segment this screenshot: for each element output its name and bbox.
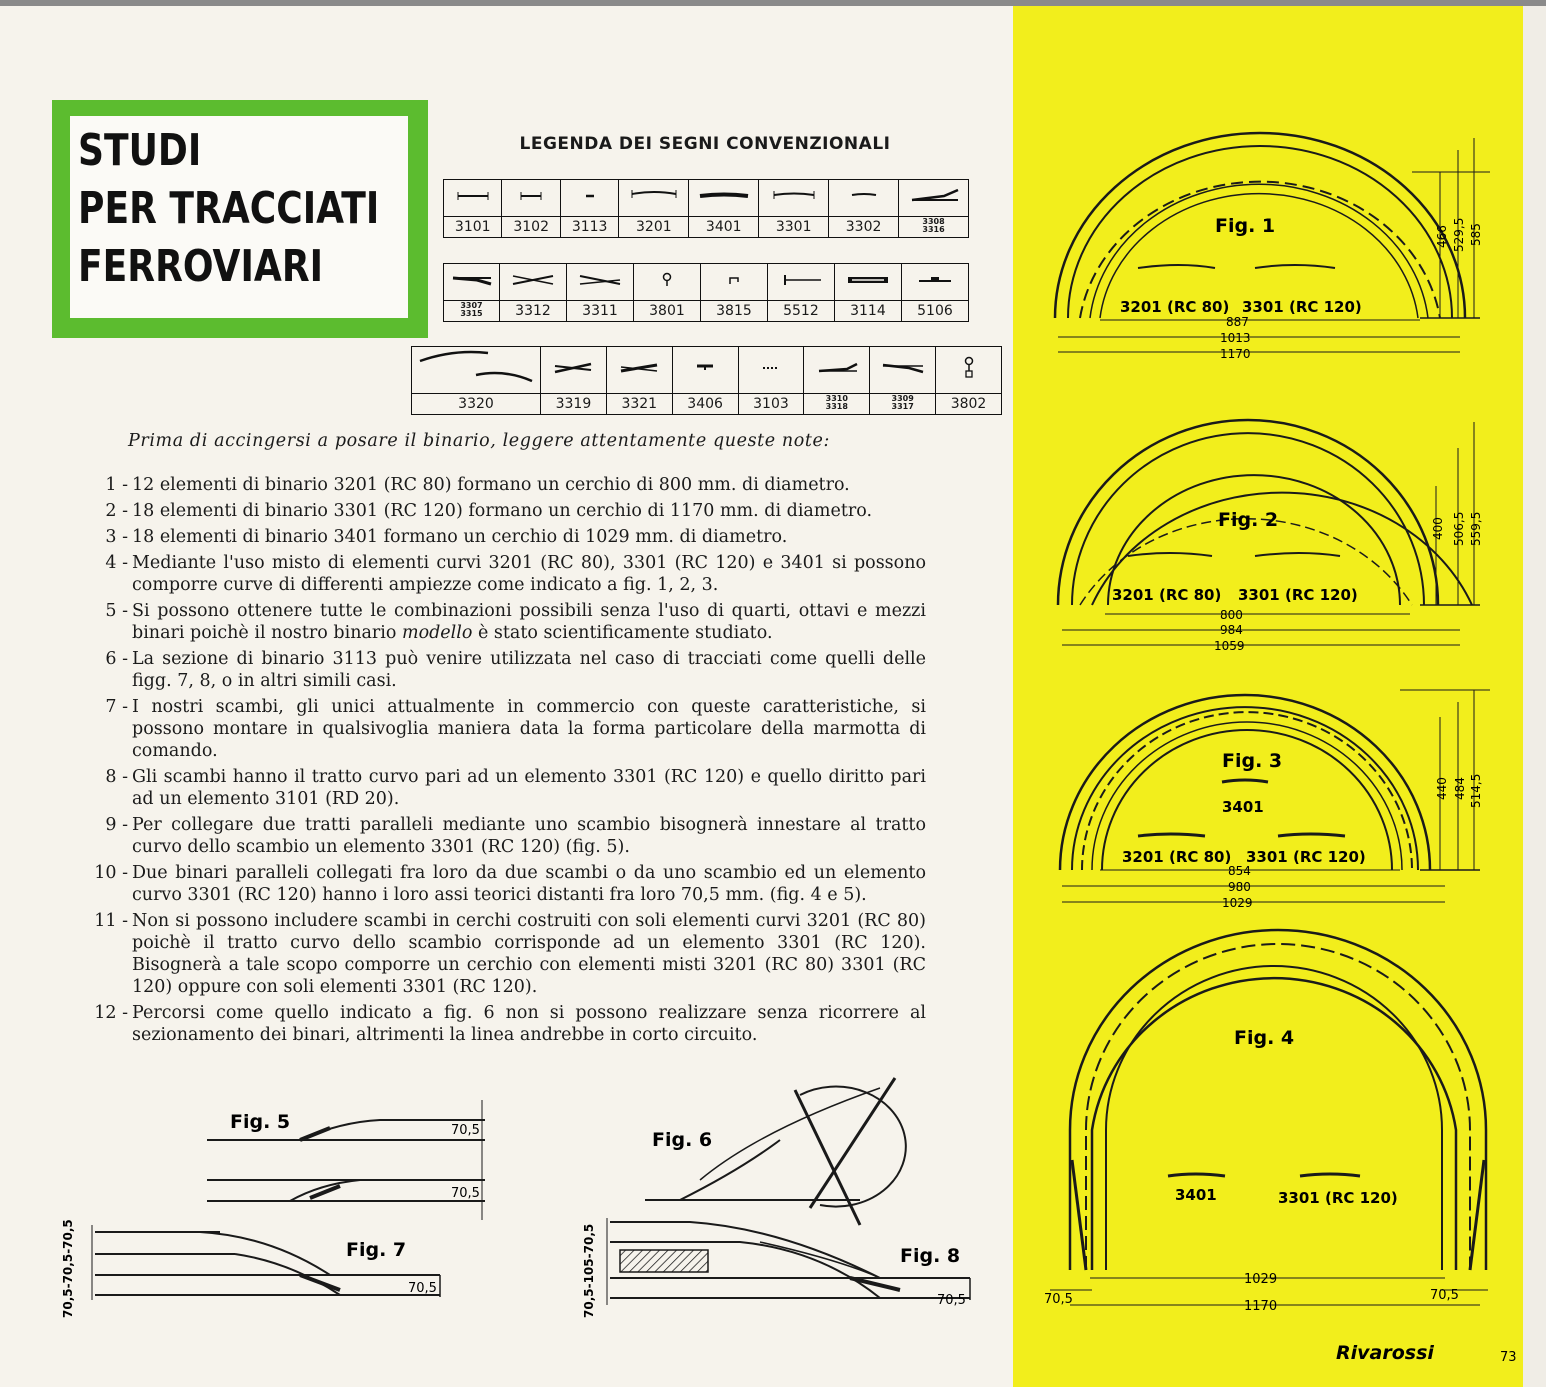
fig2-left-label: 3201 (RC 80) [1112,586,1222,604]
fig1-width-2: 1013 [1220,331,1251,345]
note-number: 6 - [105,649,128,669]
fig2-height-2: 506,5 [1452,511,1466,546]
code-3311: 3311 [566,301,633,322]
fig3-top-label: 3401 [1222,798,1264,816]
code-3101: 3101 [444,217,502,238]
fig7-label: Fig. 7 [346,1239,407,1261]
fig1-label: Fig. 1 [1215,215,1276,237]
note-text: Gli scambi hanno il tratto curvo pari ad un elemento 3301 (RC 120) e quello diritto pari ad un elemento 3101 (RD 20). [132,767,926,809]
code-3815: 3815 [700,301,767,322]
note-number: 12 - [94,1003,128,1023]
note-text: Due binari paralleli collegati fra loro da due scambi o da uno scambio ed un elemento curvo 3301 (RC 120) hanno i loro assi teorici distanti fra loro 70,5 mm. (fig. 4 e 5). [132,863,926,905]
intro-text: Prima di accingersi a posare il binario, leggere attentamente queste note: [128,431,830,451]
code-3301: 3301 [759,217,829,238]
fig1-width-3: 1170 [1220,347,1251,361]
note-text: Per collegare due tratti paralleli mediante uno scambio bisognerà innestare al tratto curvo dello scambio un elemento 3301 (RC 120) (fig. 5). [132,815,926,857]
fig4-width-1: 1029 [1244,1272,1278,1287]
fig2-height-1: 400 [1431,517,1445,540]
note-number: 4 - [105,553,128,573]
code-3401: 3401 [689,217,759,238]
fig8-side-dim: 70,5-105-70,5 [582,1223,596,1318]
note-emphasis: modello [401,623,473,643]
note-text: 18 elementi di binario 3401 formano un cerchio di 1029 mm. di diametro. [132,527,788,547]
code-3320: 3320 [412,394,541,415]
code-3201: 3201 [619,217,689,238]
fig1-height-2: 529,5 [1452,217,1466,252]
fig3-label: Fig. 3 [1222,750,1283,772]
code-3310: 3310 [825,394,848,403]
fig4-width-2: 1170 [1244,1299,1278,1314]
code-3317: 3317 [891,402,914,411]
fig2-right-label: 3301 (RC 120) [1238,586,1358,604]
note-text: 12 elementi di binario 3201 (RC 80) formano un cerchio di 800 mm. di diametro. [132,475,850,495]
fig3-drawing [1060,690,1490,902]
note-number: 3 - [105,527,128,547]
code-3801: 3801 [633,301,700,322]
code-3321: 3321 [606,394,672,415]
note-number: 2 - [105,501,128,521]
note-number: 1 - [105,475,128,495]
note-text: Non si possono includere scambi in cerchi costruiti con soli elementi curvi 3201 (RC 80) poichè il tratto curvo dello scambio corrisponde ad un elemento 3301 (RC 120). Bisognerà a tale scopo comporre un cerchio con elementi misti 3201 (RC 80) 3301 (RC 120) oppure con soli elementi 3301 (RC 120). [132,911,926,997]
fig1-drawing [1055,133,1490,352]
note-number: 10 - [94,863,128,883]
note-text-part: Si possono ottenere tutte le combinazioni possibili senza l'uso di quarti, ottavi e mezzi binari poichè il nostro binario [132,601,926,643]
code-3309: 3309 [891,394,914,403]
fig2-label: Fig. 2 [1218,509,1279,531]
fig4-drawing [1050,930,1488,1305]
fig1-height-3: 585 [1469,223,1483,246]
code-3802: 3802 [936,394,1002,415]
fig1-right-label: 3301 (RC 120) [1242,298,1362,316]
fig4-label: Fig. 4 [1234,1027,1295,1049]
title-line-1: STUDI [78,125,202,176]
note-number: 11 - [94,911,128,931]
fig3-height-2: 484 [1453,777,1467,800]
code-3319: 3319 [541,394,607,415]
fig4-left-label: 3401 [1175,1186,1217,1204]
code-3103: 3103 [738,394,804,415]
note-text: La sezione di binario 3113 può venire utilizzata nel caso di tracciati come quelli delle figg. 7, 8, o in altri simili casi. [132,649,926,691]
code-5512: 5512 [767,301,834,322]
fig3-left-label: 3201 (RC 80) [1122,848,1232,866]
code-3114: 3114 [834,301,901,322]
code-3102: 3102 [502,217,560,238]
page-number: 73 [1500,1350,1517,1365]
code-3318: 3318 [825,402,848,411]
fig1-width-1: 887 [1226,315,1249,329]
fig2-height-3: 559,5 [1469,511,1483,546]
legend-title: LEGENDA DEI SEGNI CONVENZIONALI [519,134,891,154]
fig3-height-1: 440 [1435,777,1449,800]
code-5106: 5106 [901,301,968,322]
note-text: 18 elementi di binario 3301 (RC 120) formano un cerchio di 1170 mm. di diametro. [132,501,873,521]
code-3315: 3315 [460,309,483,318]
fig3-width-1: 854 [1228,864,1251,878]
note-number: 5 - [105,601,128,621]
fig7-dim: 70,5 [408,1281,437,1296]
fig4-side-right: 70,5 [1430,1288,1459,1303]
fig4-right-label: 3301 (RC 120) [1278,1189,1398,1207]
note-text: Percorsi come quello indicato a fig. 6 non si possono realizzare senza ricorrere al sezionamento dei binari, altrimenti la linea andrebbe in corto circuito. [132,1003,926,1045]
note-text: I nostri scambi, gli unici attualmente in commercio con queste caratteristiche, si possono montare in qualsivoglia maniera data la forma particolare della marmotta di comando. [132,697,926,761]
title-line-2: PER TRACCIATI [78,183,380,234]
note-text: Mediante l'uso misto di elementi curvi 3201 (RC 80), 3301 (RC 120) e 3401 si possono comporre curve di differenti ampiezze come indicato a fig. 1, 2, 3. [132,553,926,595]
code-3302: 3302 [829,217,899,238]
fig5-label: Fig. 5 [230,1111,291,1133]
fig8-dim: 70,5 [937,1293,966,1308]
fig7-drawing [92,1225,440,1300]
fig6-drawing [645,1078,906,1225]
code-3307: 3307 [460,301,483,310]
fig2-width-2: 984 [1220,623,1243,637]
fig3-width-2: 980 [1228,880,1251,894]
fig2-width-3: 1059 [1214,639,1245,653]
code-3113: 3113 [560,217,618,238]
brand-logo: Rivarossi [1336,1342,1434,1364]
fig1-left-label: 3201 (RC 80) [1120,298,1230,316]
title-line-3: FERROVIARI [78,241,324,292]
code-3308: 3308 [922,217,945,226]
fig1-height-1: 466 [1435,225,1449,248]
fig7-side-dim: 70,5-70,5-70,5 [61,1219,75,1318]
fig3-right-label: 3301 (RC 120) [1246,848,1366,866]
fig5-dim-2: 70,5 [451,1186,480,1201]
fig3-width-3: 1029 [1222,896,1253,910]
code-3406: 3406 [672,394,738,415]
fig8-label: Fig. 8 [900,1245,961,1267]
fig2-width-1: 800 [1220,608,1243,622]
code-3312: 3312 [500,301,567,322]
fig2-drawing [1058,420,1480,645]
note-number: 9 - [105,815,128,835]
note-text-part: è stato scientificamente studiato. [472,623,773,643]
note-number: 8 - [105,767,128,787]
note-number: 7 - [105,697,128,717]
fig6-label: Fig. 6 [652,1129,713,1151]
fig3-height-3: 514,5 [1469,773,1483,808]
fig4-side-left: 70,5 [1044,1292,1073,1307]
fig5-dim-1: 70,5 [451,1123,480,1138]
code-3316: 3316 [922,225,945,234]
